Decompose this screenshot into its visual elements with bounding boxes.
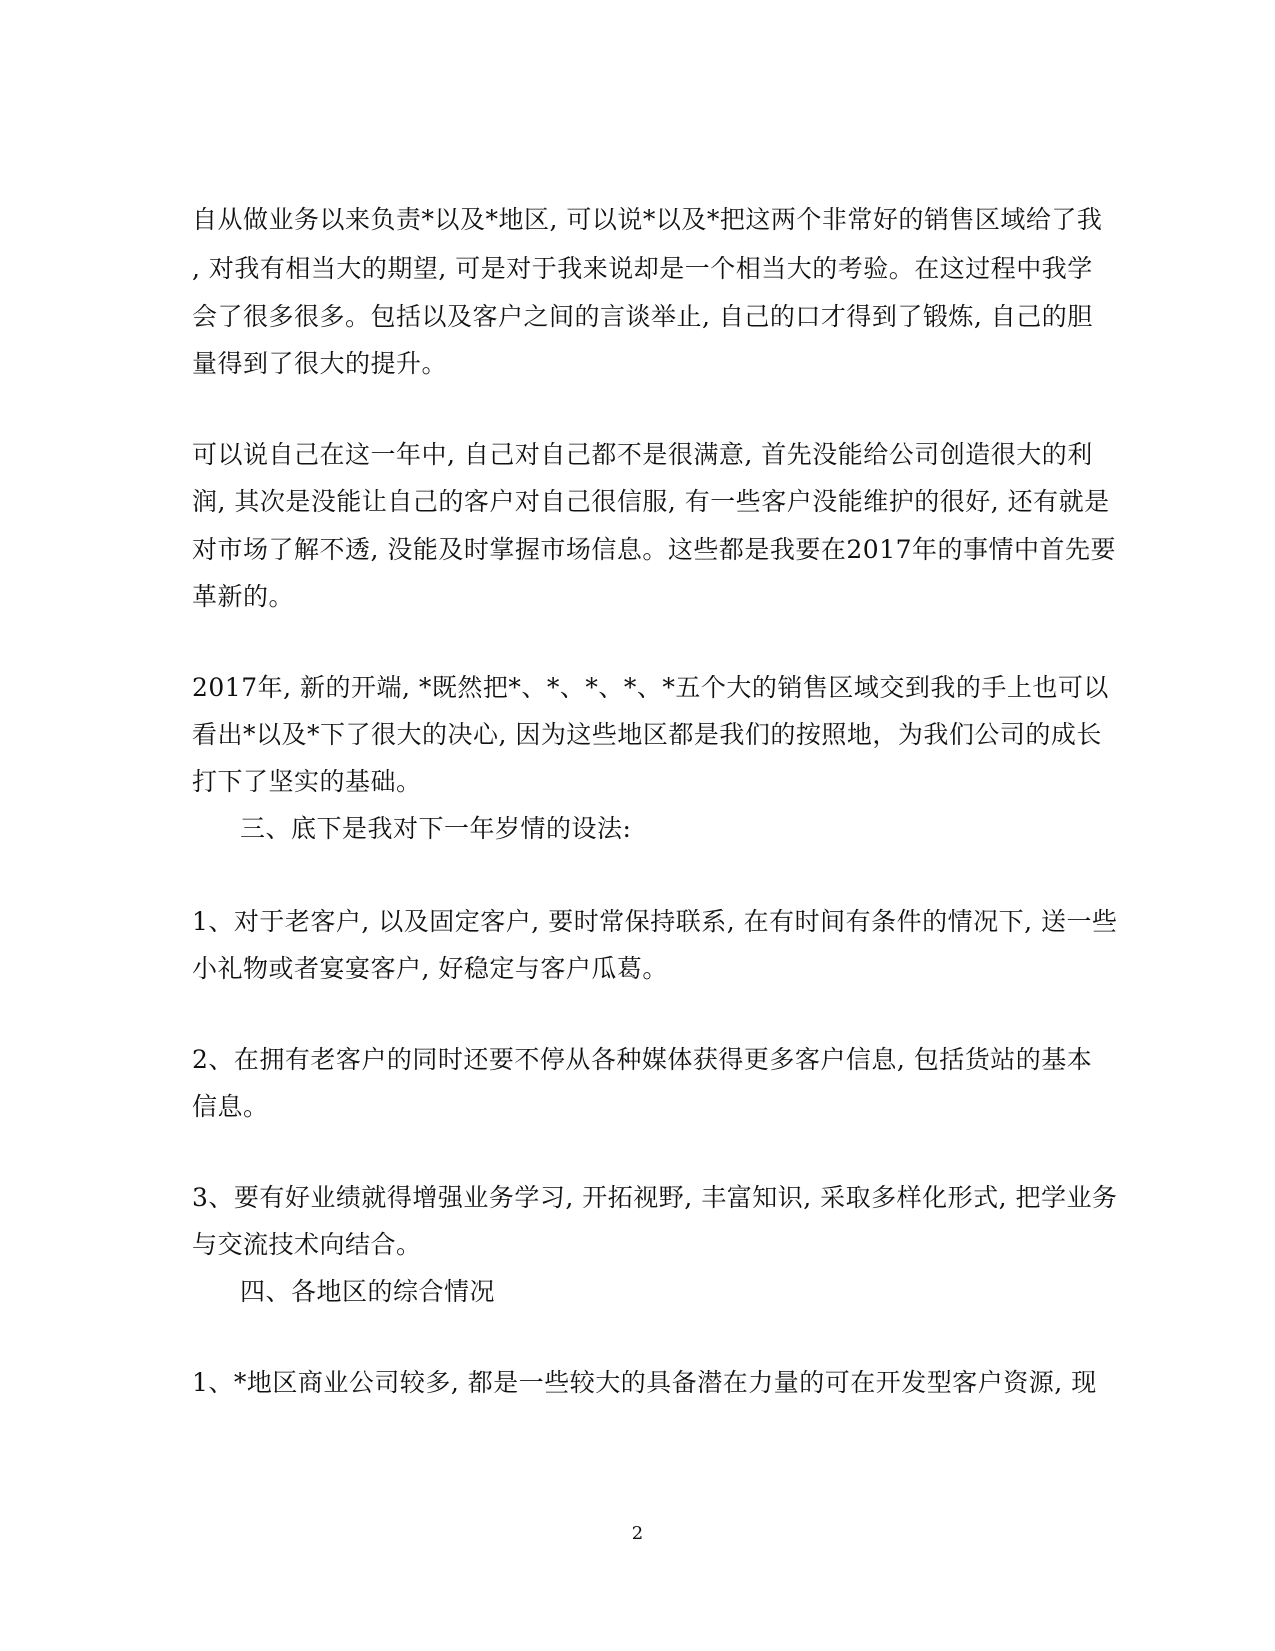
list-item-line: 与交流技术向结合。 xyxy=(192,1230,422,1259)
text-line: 可以说自己在这一年中, 自己对自己都不是很满意, 首先没能给公司创造很大的利 xyxy=(192,440,1093,469)
list-item-line: 1、*地区商业公司较多, 都是一些较大的具备潜在力量的可在开发型客户资源, 现 xyxy=(192,1368,1097,1397)
text-line: 对市场了解不透, 没能及时掌握市场信息。这些都是我要在2017年的事情中首先要 xyxy=(192,535,1117,564)
text-line: 看出*以及*下了很大的决心, 因为这些地区都是我们的按照地，为我们公司的成长 xyxy=(192,720,1102,749)
text-line: 革新的。 xyxy=(192,582,295,611)
text-line: 打下了坚实的基础。 xyxy=(192,767,422,796)
list-item-line: 2、在拥有老客户的同时还要不停从各种媒体获得更多客户信息, 包括货站的基本 xyxy=(192,1045,1093,1074)
page-number: 2 xyxy=(631,1523,644,1544)
list-item-line: 1、对于老客户, 以及固定客户, 要时常保持联系, 在有时间有条件的情况下, 送一些 xyxy=(192,907,1118,936)
section-heading: 四、各地区的综合情况 xyxy=(240,1277,496,1306)
text-line: 自从做业务以来负责*以及*地区, 可以说*以及*把这两个非常好的销售区域给了我 xyxy=(192,205,1103,234)
list-item-line: 信息。 xyxy=(192,1092,269,1121)
text-line: 会了很多很多。包括以及客户之间的言谈举止, 自己的口才得到了锻炼, 自己的胆 xyxy=(192,302,1093,331)
list-item-line: 3、要有好业绩就得增强业务学习, 开拓视野, 丰富知识, 采取多样化形式, 把学业务 xyxy=(192,1183,1118,1212)
section-heading: 三、底下是我对下一年岁情的设法: xyxy=(240,814,632,843)
text-line: 润, 其次是没能让自己的客户对自己很信服, 有一些客户没能维护的很好, 还有就是 xyxy=(192,487,1110,516)
text-line: 量得到了很大的提升。 xyxy=(192,349,448,378)
text-line: , 对我有相当大的期望, 可是对于我来说却是一个相当大的考验。在这过程中我学 xyxy=(192,254,1093,283)
list-item-line: 小礼物或者宴宴客户, 好稳定与客户瓜葛。 xyxy=(192,954,668,983)
text-line: 2017年, 新的开端, *既然把*、*、*、*、*五个大的销售区域交到我的手上也可以 xyxy=(192,673,1109,702)
